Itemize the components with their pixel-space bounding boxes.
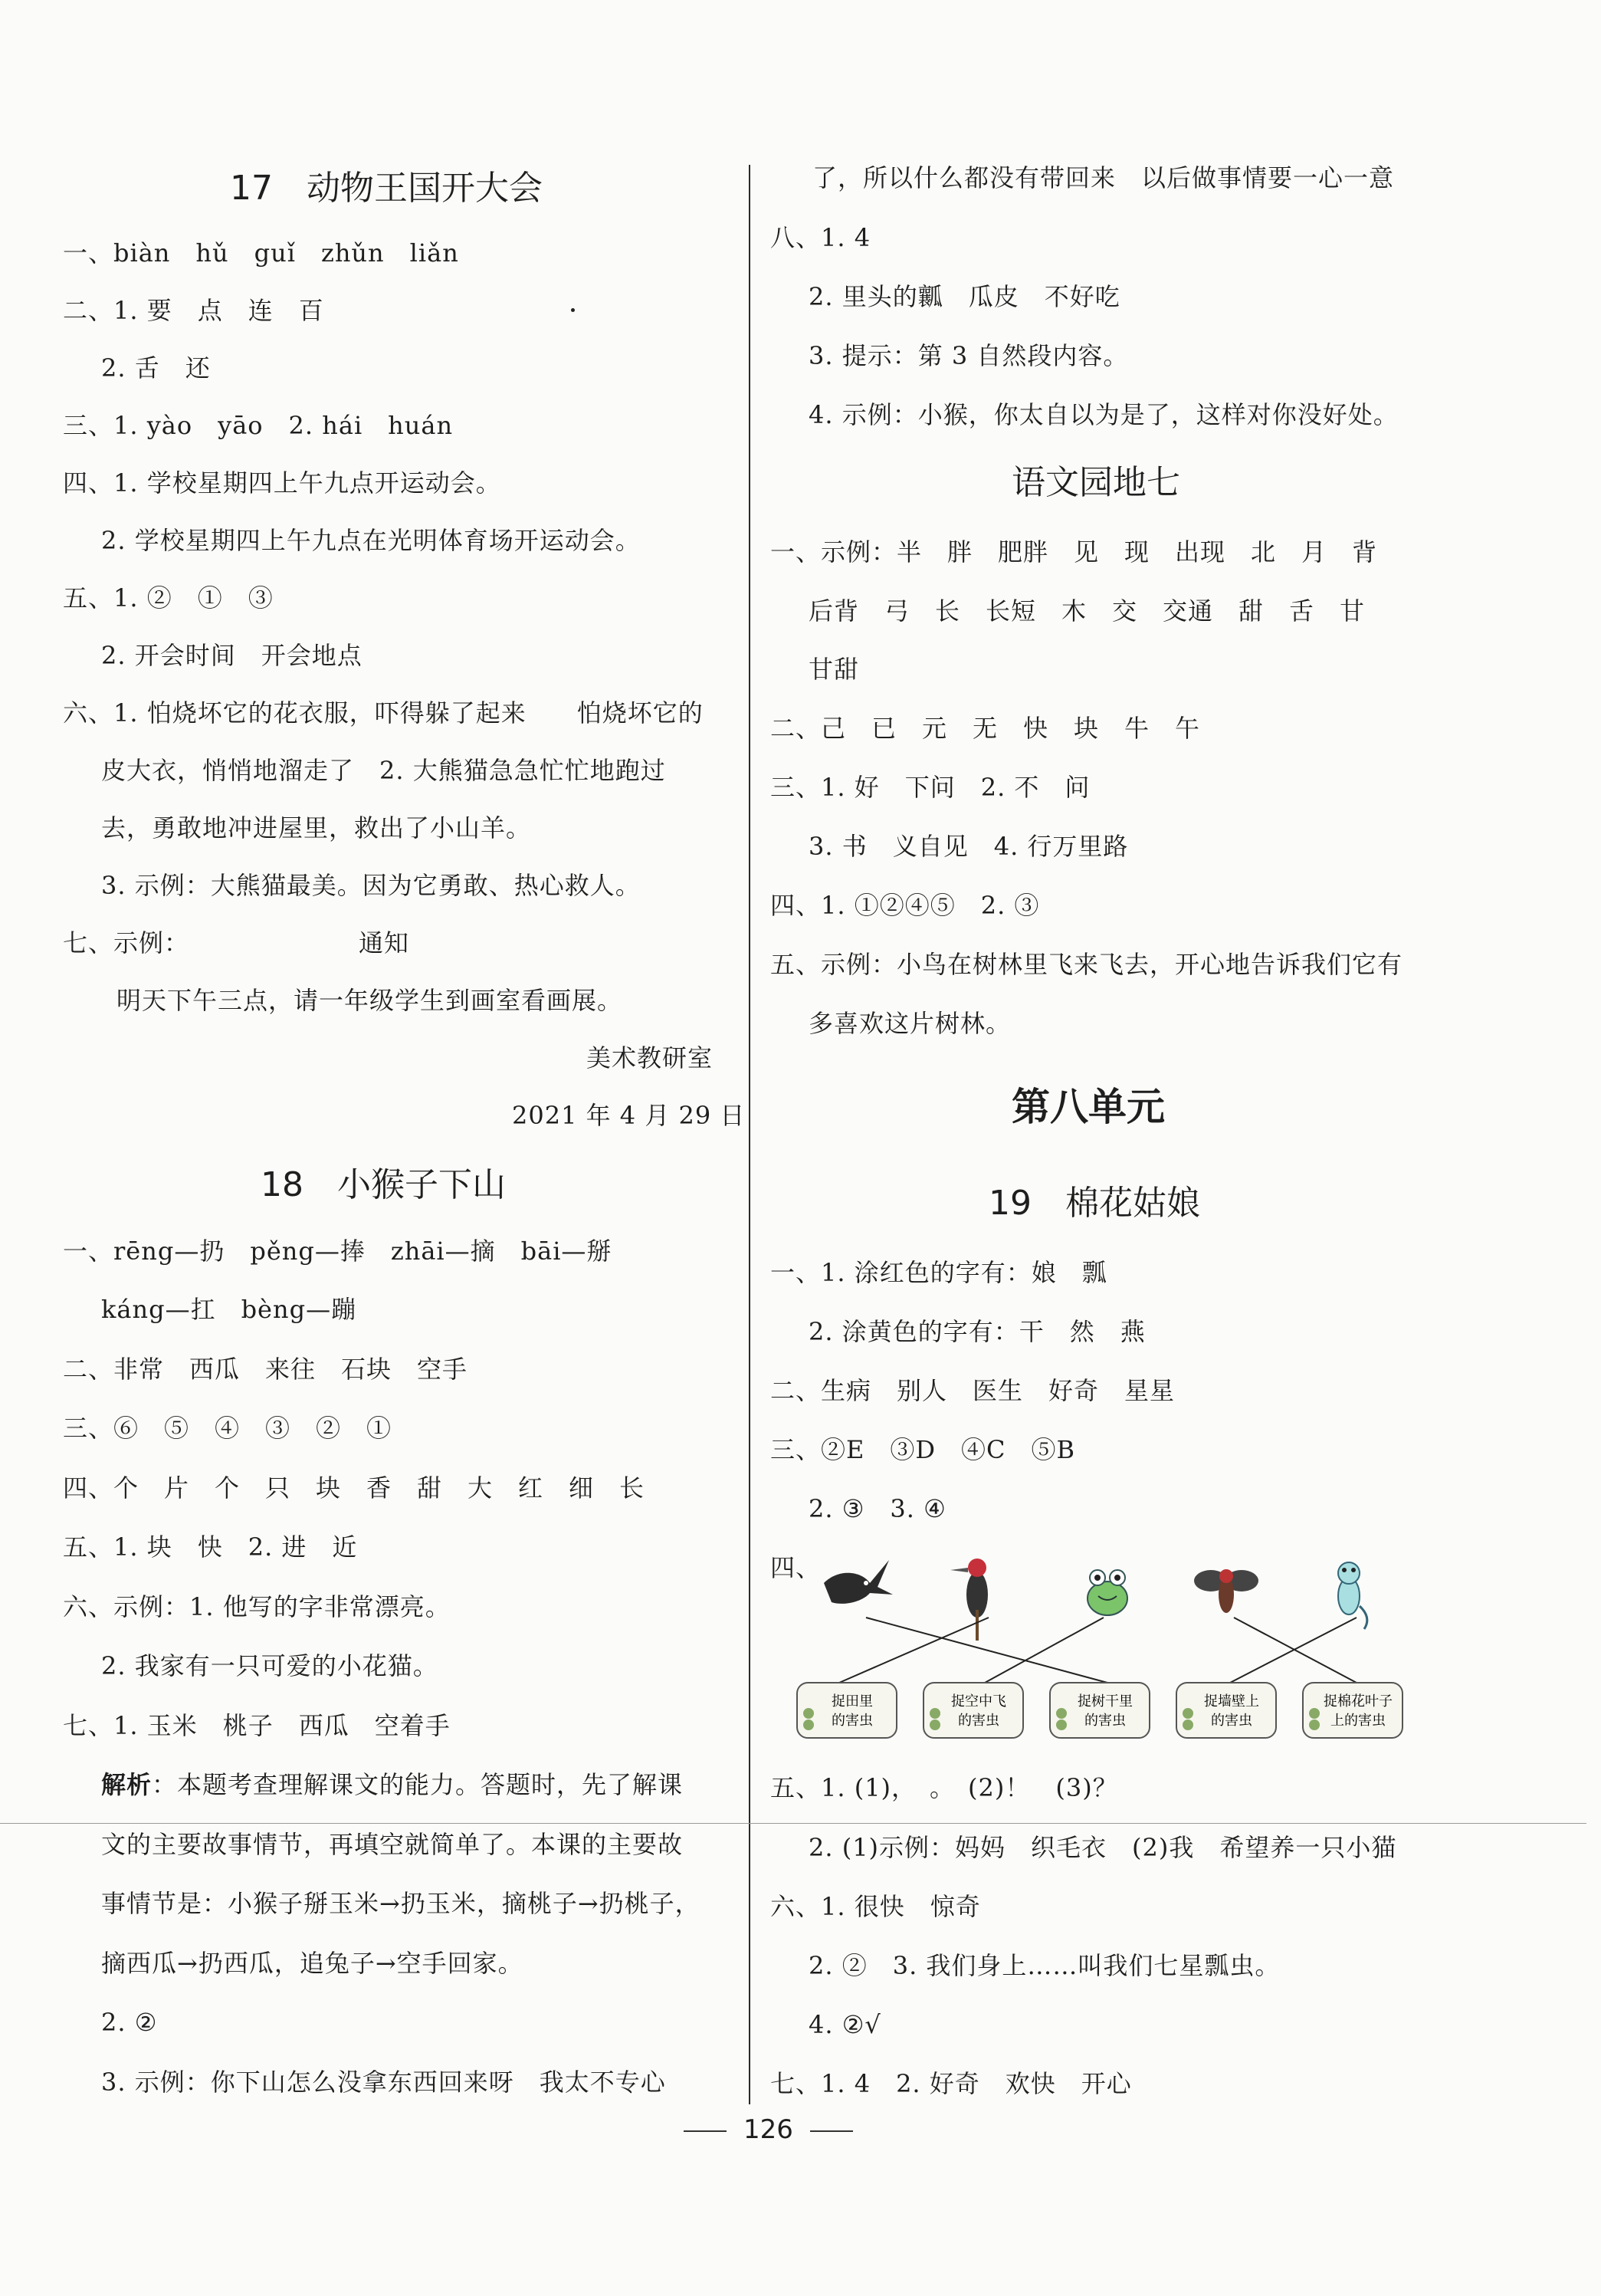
- garden-line: 后背 弓 长 长短 木 交 交通 甜 舌 甘: [809, 596, 1366, 626]
- cont-line: 八、1. 4: [770, 223, 871, 252]
- l18-line: 3. 示例：你下山怎么没拿东西回来呀 我太不专心: [101, 2068, 666, 2097]
- l19-line: 2. (1)示例：妈妈 织毛衣 (2)我 希望养一只小猫: [809, 1833, 1397, 1862]
- swallow-icon: [824, 1560, 893, 1604]
- l17-line: 七、示例：: [63, 928, 190, 957]
- cont-line: 了，所以什么都没有带回来 以后做事情要一心一意: [812, 163, 1395, 192]
- garden-line: 三、1. 好 下问 2. 不 问: [770, 773, 1091, 802]
- l19-line: 五、1. (1)， 。 (2)！ (3)？: [770, 1773, 1118, 1802]
- garden-line: 多喜欢这片树林。: [809, 1009, 1012, 1038]
- woodpecker-icon: [950, 1559, 988, 1641]
- column-divider: [749, 165, 750, 2104]
- garden-line: 一、示例：半 胖 肥胖 见 现 出现 北 月 背: [770, 537, 1378, 567]
- l17-line: 皮大衣，悄悄地溜走了 2. 大熊猫急急忙忙地跑过: [101, 756, 666, 785]
- cont-line: 4. 示例：小猴，你太自以为是了，这样对你没好处。: [809, 400, 1399, 429]
- match-line: [985, 1618, 1104, 1683]
- l19-line: 4. ②√: [809, 2010, 881, 2039]
- lesson-18-title: 18 小猴子下山: [261, 1165, 506, 1204]
- frog-icon: [1088, 1570, 1127, 1615]
- stray-dot: [571, 308, 575, 312]
- page-number: [667, 2114, 870, 2145]
- analysis-line: 事情节是：小猴子掰玉米→扔玉米，摘桃子→扔桃子，: [101, 1889, 700, 1918]
- match-line: [839, 1618, 989, 1683]
- notice-heading: 通知: [359, 928, 410, 957]
- notice-date: 2021 年 4 月 29 日: [512, 1101, 746, 1130]
- lesson-19-title: 19 棉花姑娘: [989, 1184, 1200, 1223]
- l17-line: 2. 开会时间 开会地点: [101, 641, 363, 670]
- job-box-label: 的害虫: [958, 1713, 999, 1729]
- l19-line: 2. ② 3. 我们身上……叫我们七星瓢虫。: [809, 1951, 1281, 1980]
- l17-line: 2. 舌 还: [101, 353, 211, 383]
- job-box-label: 捉空中飞: [951, 1693, 1006, 1710]
- l17-line: 五、1. ② ① ③: [63, 583, 274, 613]
- l19-line: 六、1. 很快 惊奇: [770, 1892, 981, 1921]
- l17-line: 2. 学校星期四上午九点在光明体育场开运动会。: [101, 526, 641, 555]
- l18-line: 2. ②: [101, 2008, 158, 2037]
- l17-line: 二、1. 要 点 连 百: [63, 296, 324, 325]
- job-box-label: 捉墙壁上: [1204, 1693, 1259, 1710]
- garden-line: 3. 书 义自见 4. 行万里路: [809, 832, 1129, 861]
- job-box-label: 的害虫: [1211, 1713, 1252, 1729]
- l19-line: 一、1. 涂红色的字有：娘 瓢: [770, 1258, 1107, 1287]
- analysis-label: 解析: [101, 1770, 153, 1799]
- l18-line: 四、个 片 个 只 块 香 甜 大 红 细 长: [63, 1473, 645, 1503]
- cont-line: 2. 里头的瓤 瓜皮 不好吃: [809, 282, 1120, 311]
- garden-7-title: 语文园地七: [1012, 463, 1180, 502]
- l17-line: 四、1. 学校星期四上午九点开运动会。: [63, 468, 501, 498]
- job-box-label: 上的害虫: [1330, 1713, 1386, 1729]
- analysis-line: 文的主要故事情节，再填空就简单了。本课的主要故: [101, 1830, 684, 1859]
- l17-line: 一、biàn hǔ guǐ zhǔn liǎn: [63, 238, 459, 268]
- garden-line: 五、示例：小鸟在树林里飞来飞去，开心地告诉我们它有: [770, 950, 1403, 979]
- l17-line: 3. 示例：大熊猫最美。因为它勇敢、热心救人。: [101, 871, 641, 900]
- matching-figure: [766, 1541, 1441, 1763]
- l18-line: 2. 我家有一只可爱的小花猫。: [101, 1651, 438, 1680]
- l19-line: 2. 涂黄色的字有：干 然 燕: [809, 1317, 1146, 1346]
- l17-line: 六、1. 怕烧坏它的花衣服，吓得躲了起来 怕烧坏它的: [63, 698, 704, 728]
- unit-8-title: 第八单元: [1012, 1084, 1165, 1129]
- page-number-text: 126: [743, 2114, 793, 2145]
- l18-line: 二、非常 西瓜 来往 石块 空手: [63, 1355, 468, 1384]
- match-line: [866, 1618, 1107, 1683]
- cont-line: 3. 提示：第 3 自然段内容。: [809, 341, 1129, 370]
- l18-line: 六、示例：1. 他写的字非常漂亮。: [63, 1592, 451, 1621]
- l19-line: 二、生病 别人 医生 好奇 星星: [770, 1376, 1176, 1405]
- l19-line: 七、1. 4 2. 好奇 欢快 开心: [770, 2069, 1132, 2098]
- job-box-label: 的害虫: [1084, 1713, 1126, 1729]
- dragonfly-icon: [1194, 1569, 1258, 1613]
- l18-line: 三、⑥ ⑤ ④ ③ ② ①: [63, 1414, 392, 1443]
- scan-fold-line: [0, 1823, 1586, 1824]
- job-box-label: 的害虫: [832, 1713, 873, 1729]
- analysis-line: [101, 1769, 683, 1800]
- l18-line: káng—扛 bèng—蹦: [101, 1295, 357, 1324]
- notice-body: 明天下午三点，请一年级学生到画室看画展。: [116, 986, 623, 1015]
- l19-line: 四、: [770, 1553, 822, 1582]
- l17-line: 三、1. yào yāo 2. hái huán: [63, 411, 454, 440]
- garden-line: 四、1. ①②④⑤ 2. ③: [770, 891, 1040, 920]
- garden-line: 甘甜: [809, 655, 860, 684]
- l19-line: 三、②E ③D ④C ⑤B: [770, 1435, 1076, 1464]
- l18-line: 七、1. 玉米 桃子 西瓜 空着手: [63, 1711, 451, 1740]
- job-box-label: 捉树干里: [1078, 1693, 1133, 1710]
- notice-signature: 美术教研室: [586, 1043, 714, 1072]
- l18-line: 一、rēng—扔 pěng—捧 zhāi—摘 bāi—掰: [63, 1237, 612, 1266]
- job-box-label: 捉棉花叶子: [1324, 1693, 1393, 1710]
- job-box-label: 捉田里: [832, 1693, 873, 1710]
- l17-line: 去，勇敢地冲进屋里，救出了小山羊。: [101, 813, 532, 843]
- analysis-line: 摘西瓜→扔西瓜，追兔子→空手回家。: [101, 1949, 523, 1978]
- analysis-text: ：本题考查理解课文的能力。答题时，先了解课: [152, 1770, 684, 1799]
- garden-line: 二、己 已 元 无 快 块 牛 午: [770, 714, 1201, 743]
- l19-line: 2. ③ 3. ④: [809, 1494, 946, 1523]
- l18-line: 五、1. 块 快 2. 进 近: [63, 1532, 358, 1562]
- lesson-17-title: 17 动物王国开大会: [230, 169, 543, 208]
